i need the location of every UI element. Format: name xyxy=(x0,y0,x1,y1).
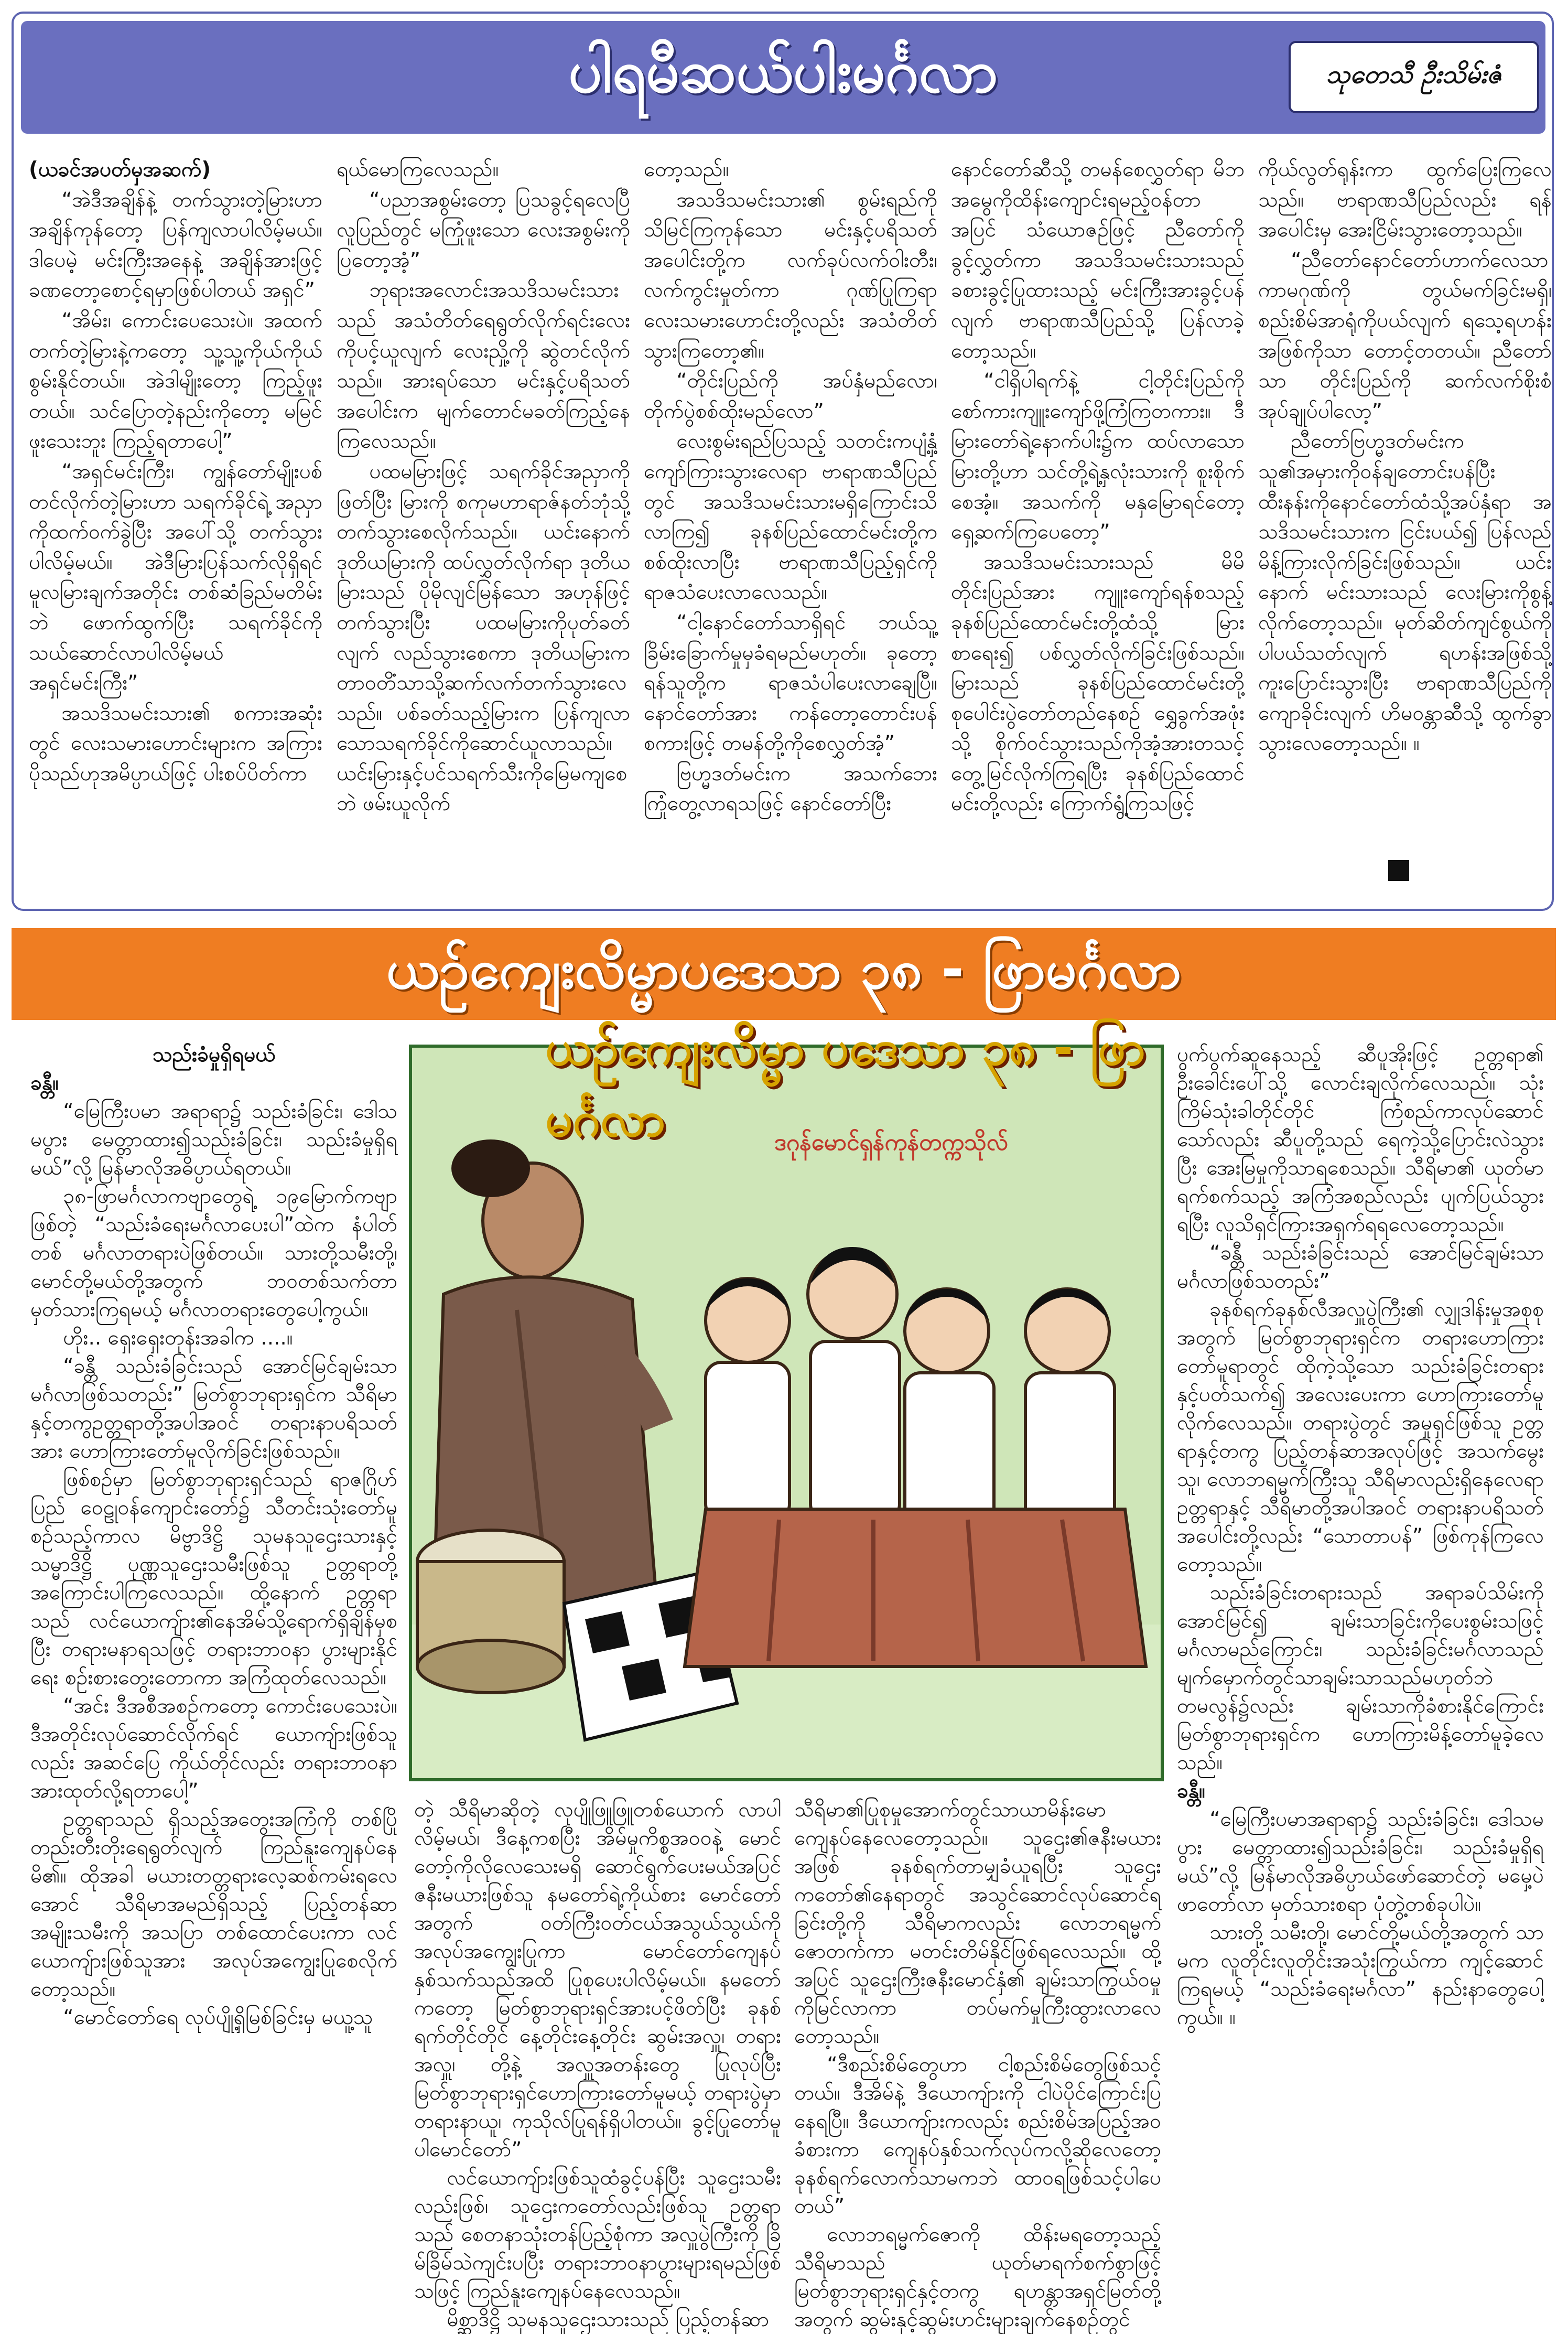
paragraph: အသဒိသမင်းသား၏ စွမ်းရည်ကိုသိမြင်ကြကုန်သော မင်းနှင့်ပရိသတ်အပေါင်းတို့က လက်ခုပ်လက်ဝါးတီး၊ လက်ကွင်းမှုတ်ကာ ဂုဏ်ပြုကြရာ လေးသမားဟောင်းတို့လည်း အသံတိတ်သွားကြတော့၏။ xyxy=(644,188,937,363)
paragraph: အသဒိသမင်းသားသည် မိမိတိုင်းပြည်အား ကျူးကျော်ရန်စသည့် ခုနစ်ပြည်ထောင်မင်းတို့ထံသို့ မြားစာရေး၍ ပစ်လွှတ်လိုက်ခြင်းဖြစ်သည်။ မြားသည် ခုနစ်ပြည်ထောင်မင်းတို့ စုပေါင်းပွဲတော်တည်နေစဉ် ရွှေခွက်အဖုံးသို့ စိုက်ဝင်သွားသည်ကိုအံ့အားတသင့်တွေ့မြင်လိုက်ကြရပြီး ခုနစ်ပြည်ထောင်မင်းတို့လည်း ကြောက်ရွံ့ကြသဖြင့် xyxy=(951,550,1245,816)
paragraph: တော့သည်။ xyxy=(644,158,729,181)
paragraph: ဘုရားအလောင်းအသဒိသမင်းသားသည် အသံတိတ်ရေရွတ်လိုက်ရင်းလေးကိုပင့်ယူလျက် လေးညှို့ကို ဆွဲတင်လိုက်သည်။ အားရပ်သော မင်းနှင့်ပရိသတ်အပေါင်းက မျက်တောင်မခတ်ကြည့်နေကြလေသည်။ xyxy=(337,278,630,454)
paragraph: လောဘရမ္မက်ဇောကို ထိန်းမရတော့သည့် သီရိမာသည် ယုတ်မာရက်စက်စွာဖြင့် မြတ်စွာဘုရားရှင်နှင့်တကွ ရဟန္တာအရှင်မြတ်တို့အတွက် ဆွမ်းနှင့်ဆွမ်းဟင်းများချက်နေစဉ်တွင် xyxy=(794,2223,1161,2331)
paragraph: သည်းခံခြင်းတရားသည် အရာခပ်သိမ်းကိုအောင်မြင်၍ ချမ်းသာခြင်းကိုပေးစွမ်းသဖြင့် မင်္ဂလာမည်ကြောင်း၊ သည်းခံခြင်းမင်္ဂလာသည် မျက်မှောက်တွင်သာချမ်းသာသည်မဟုတ်ဘဲ တမလွန်၌လည်း ချမ်းသာကိုခံစားနိုင်ကြောင်း မြတ်စွာဘုရားရှင်က ဟောကြားမိန့်တော်မူခဲ့လေသည်။ xyxy=(1177,1581,1544,1774)
paragraph: “မောင်တော်ရေ လုပ်ပျို့ရှိမြစ်ခြင်းမှ မယူ့သူ xyxy=(63,2006,373,2029)
paragraph: ကိုယ်လွတ်ရုန်းကာ ထွက်ပြေးကြလေသည်။ ဗာရာဏသီပြည်လည်း ရန်အပေါင်းမှ အေးငြိမ်းသွားတော့သည်။ xyxy=(1258,158,1552,242)
paragraph: နောင်တော်ဆီသို့ တမန်စေလွှတ်ရာ မိဘအမွေကိုထိန်းကျောင်းရမည့်ဝန်တာအပြင် သံယောဇဉ်ဖြင့် ညီတော်ကိုခွင့်လွှတ်ကာ အသဒိသမင်းသားသည် ခစားခွင့်ပြုထားသည့် မင်းကြီးအားခွင့်ပန်လျက် ဗာရာဏသီပြည်သို့ ပြန်လာခဲ့တော့သည်။ xyxy=(951,158,1245,363)
paragraph: “အင်း ဒီအစီအစဉ်ကတော့ ကောင်းပေသေးပဲ။ ဒီအတိုင်းလုပ်ဆောင်လိုက်ရင် ယောကျ်ားဖြစ်သူလည်း အဆင်ပြေ ကိုယ်တိုင်လည်း တရားဘာဝနာ အားထုတ်လို့ရတာပေါ့” xyxy=(30,1694,397,1803)
article2-column-mid-1 xyxy=(414,1796,781,2331)
paragraph: “မြေကြီးပမာ အရာရာ၌ သည်းခံခြင်း၊ ဒေါသမပွား မေတ္တာထား၍သည်းခံခြင်း၊ သည်းခံမှုရှိရမယ်”လို့ မြန်မာလိုအဓိပ္ပာယ်ရတယ်။ xyxy=(30,1100,397,1180)
paragraph: လင်ယောကျ်ားဖြစ်သူထံခွင့်ပန်ပြီး သူဌေးသမီးလည်းဖြစ်၊ သူဌေးကတော်လည်းဖြစ်သူ ဥတ္တရာသည် စေတနာသုံးတန်ပြည့်စုံကာ အလှူပွဲကြီးကို ခြိမ်ခြိမ်သဲကျင်းပပြီး တရားဘာဝနာပွားများရမည်ဖြစ်သဖြင့် ကြည်နူးကျေနပ်နေလေသည်။ xyxy=(414,2166,781,2303)
paragraph: ရယ်မောကြလေသည်။ xyxy=(337,158,499,181)
paragraph: (ယခင်အပတ်မှအဆက်) xyxy=(29,158,211,181)
paragraph: ညီတော်ဗြဟ္မဒတ်မင်းက သူ၏အမှားကိုဝန်ချတောင်းပန်ပြီး ထီးနန်းကိုနောင်တော်ထံသို့အပ်နှံရာ အသဒိသမင်းသားက ငြင်းပယ်၍ ပြန်လည်မိန့်ကြားလိုက်ခြင်းဖြစ်သည်။ ယင်းနောက် မင်းသားသည် လေးမြားကိုစွန့်လိုက်တော့သည်။ မုတ်ဆိတ်ကျင်စွယ်ကိုပါပယ်သတ်လျက် ရဟန်းအဖြစ်သို့ကူးပြောင်းသွားပြီး ဗာရာဏသီပြည်ကိုကျောခိုင်းလျက် ဟိမဝန္တာဆီသို့ ထွက်ခွာသွားလေတော့သည်။ ။ xyxy=(1258,429,1552,756)
paragraph: ခန္တီ။ xyxy=(30,1071,59,1095)
article1-column-2 xyxy=(337,155,630,902)
paragraph: ဥတ္တရာသည် ရှိသည့်အတွေးအကြံကို တစ်ပြိုတည်းတီးတိုးရေရွတ်လျက် ကြည်နူးကျေနပ်နေမိ၏။ ထိုအခါ မယားတတ္တရားလေ့ဆစ်ကမ်းရလေအောင် သီရိမာအမည်ရှိသည့် ပြည့်တန်ဆာအမျိုးသမီးကို အသပြာ တစ်ထောင်ပေးကာ လင်ယောကျ်ားဖြစ်သူအား အလုပ်အကျွေးပြုစေလိုက်တော့သည်။ xyxy=(30,1808,397,2001)
paragraph: လေးစွမ်းရည်ပြသည့် သတင်းကပျံ့နှံ့ကျော်ကြားသွားလေရာ ဗာရာဏသီပြည်တွင် အသဒိသမင်းသားမရှိကြောင်းသိလာကြ၍ ခုနစ်ပြည်ထောင်မင်းတို့က စစ်ထိုးလာပြီး ဗာရာဏသီပြည့်ရှင်ကို ရာဇသံပေးလာလေသည်။ xyxy=(644,429,937,605)
article1-column-1 xyxy=(29,155,322,902)
paragraph: ဗြဟ္မဒတ်မင်းက အသက်ဘေးကြုံတွေ့လာရသဖြင့် နောင်တော်ပြီး xyxy=(644,761,937,816)
paragraph: သီရိမာ၏ပြုစုမှုအောက်တွင်သာယာမိန်းမောကျေနပ်နေလေတော့သည်။ သူဌေး၏ဇနီးမယားအဖြစ် ခုနစ်ရက်တာမျှခံယူရပြီး သူဌေးကတော်၏နေရာတွင် အသွင်ဆောင်လုပ်ဆောင်ရခြင်းတို့ကို သီရိမာကလည်း လောဘရမ္မက်ဇောတက်ကာ မတင်းတိမ်နိုင်ဖြစ်ရလေသည်။ ထို့အပြင် သူဌေးကြီးဇနီးမောင်နှံ၏ ချမ်းသာကြွယ်ဝမှုကိုမြင်လာကာ တပ်မက်မှုကြီးထွားလာလေတော့သည်။ xyxy=(794,1798,1161,2048)
paragraph: ခုနစ်ရက်ခုနစ်လီအလှူပွဲကြီး၏ လျှုဒါန်းမှုအစုစုအတွက် မြတ်စွာဘုရားရှင်က တရားဟောကြားတော်မူရာတွင် ထိုကဲ့သို့သော သည်းခံခြင်းတရားနှင့်ပတ်သက်၍ အလေးပေးကာ ဟောကြားတော်မူလိုက်လေသည်။ တရားပွဲတွင် အမှုရှင်ဖြစ်သူ ဥတ္တရာနှင့်တကွ ပြည့်တန်ဆာအလုပ်ဖြင့် အသက်မွေးသူ၊ လောဘရမ္မက်ကြီးသူ သီရိမာလည်းရှိနေလေရာ ဥတ္တရာနှင့် သီရိမာတို့အပါအဝင် တရားနာပရိသတ်အပေါင်းတို့လည်း “သောတာပန်” ဖြစ်ကုန်ကြလေတော့သည်။ xyxy=(1177,1298,1544,1576)
article1-title: ပါရမီဆယ်ပါးမင်္ဂလာ xyxy=(568,38,998,106)
paragraph: ဖြစ်စဉ်မှာ မြတ်စွာဘုရားရှင်သည် ရာဇဂြိုဟ်ပြည် ဝေဠုဝန်ကျောင်းတော်၌ သီတင်းသုံးတော်မူစဉ်သည့်ကာလ မိဗ္ဗာဒိဋ္ဌိ သုမနသူဌေးသားနှင့် သမ္မာဒိဋ္ဌိ ပုဏ္ဏသူဌေးသမီးဖြစ်သူ ဥတ္တရာတို့ အကြောင်းပါကြလေသည်။ ထို့နောက် ဥတ္တရာသည် လင်ယောကျ်ား၏နေအိမ်သို့ရောက်ရှိချိန်မှစပြီး တရားမနာရသဖြင့် တရားဘာဝနာ ပွားများနိုင်ရေး စဉ်းစားတွေးတောကာ အကြံထုတ်လေသည်။ xyxy=(30,1468,397,1690)
article1-column-3 xyxy=(644,155,937,902)
paragraph: “ပညာအစွမ်းတော့ ပြသခွင့်ရလေပြီ လူပြည်တွင် မကြုံဖူးသော လေးအစွမ်းကိုပြတော့အံ့” xyxy=(337,188,630,272)
illustration-credit: ဒဂုန်မောင်ရှန်ကုန်တက္ကသိုလ် xyxy=(774,1129,1008,1156)
paragraph: တဲ့ သီရိမာဆိုတဲ့ လုပျိုဖြူဖြူတစ်ယောက် လာပါလိမ့်မယ်၊ ဒီနေ့ကစပြီး အိမ်မှုကိစ္စအဝဝနဲ့ မောင်တော့်ကိုလိုလေသေးမရှိ ဆောင်ရွက်ပေးမယ်အပြင် ဇနီးမယားဖြစ်သူ နမတော်ရဲ့ကိုယ်စား မောင်တော်အတွက် ဝတ်ကြီးဝတ်ငယ်အသွယ်သွယ်ကို အလုပ်အကျွေးပြုကာ မောင်တော်ကျေနပ်နှစ်သက်သည်အထိ ပြုစုပေးပါလိမ့်မယ်။ နမတော်ကတော့ မြတ်စွာဘုရားရှင်အားပင့်ဖိတ်ပြီး ခုနစ်ရက်တိုင်တိုင် နေ့တိုင်းနေ့တိုင်း ဆွမ်းအလှူ၊ တရားအလှူ၊ တို့နဲ့ အလှူအတန်းတွေ ပြုလုပ်ပြီး မြတ်စွာဘုရားရှင်ဟောကြားတော်မူမယ့် တရားပွဲမှာ တရားနာယူ၊ ကုသိုလ်ပြုရန်ရှိပါတယ်။ ခွင့်ပြုတော်မူပါမောင်တော်” xyxy=(414,1798,781,2161)
lacquer-box xyxy=(417,1530,564,1693)
paragraph: ၃၈-ဖြာမင်္ဂလာကဗျာတွေရဲ့ ၁၉မြောက်ကဗျာဖြစ်တဲ့ “သည်းခံရေးမင်္ဂလာပေးပါ”ထဲက နံပါတ်တစ် မင်္ဂလာတရားပဲဖြစ်တယ်။ သားတို့သမီးတို့၊ မောင်တို့မယ်တို့အတွက် ဘဝတစ်သက်တာ မှတ်သားကြရမယ့် မင်္ဂလာတရားတွေပေါ့ကွယ်။ xyxy=(30,1185,397,1321)
paragraph: “တိုင်းပြည်ကို အပ်နှံမည်လော၊ တိုက်ပွဲစစ်ထိုးမည်လော” xyxy=(644,369,937,423)
end-mark-icon xyxy=(1388,860,1409,881)
paragraph: ဟိုး.. ရှေးရှေးတုန်းအခါက ....။ xyxy=(63,1326,293,1350)
paragraph: “အိမ်း၊ ကောင်းပေသေးပဲ။ အထက်တက်တဲ့မြားနဲ့ကတော့ သူ့သူ့ကိုယ်ကိုယ် စွမ်းနိုင်တယ်။ အဲဒါမျိုးတော့ ကြည့်ဖူးတယ်။ သင်ပြောတဲ့နည်းကိုတော့ မမြင်ဖူးသေးဘူး ကြည့်ရတာပေါ့” xyxy=(29,308,322,454)
paragraph: “အရှင်မင်းကြီး၊ ကျွန်တော်မျိုးပစ်တင်လိုက်တဲ့မြားဟာ သရက်ခိုင်ရဲ့ အညှာကိုထက်ဝက်ခွဲပြီး အပေါ်သို့ တက်သွားပါလိမ့်မယ်။ အဲဒီမြားပြန်သက်လိုရှိရင် မူလမြားချက်အတိုင်း တစ်ဆံခြည်မတိမ်းဘဲ ဖောက်ထွက်ပြီး သရက်ခိုင်ကို သယ်ဆောင်လာပါလိမ့်မယ် အရှင်မင်းကြီး” xyxy=(29,459,322,695)
article1-column-5 xyxy=(1258,155,1552,902)
subheading: သည်းခံမှုရှိရမယ် xyxy=(152,1043,276,1067)
article2-title: ယဉ်ကျေးလိမ္မာပဒေသာ ၃၈ - ဖြာမင်္ဂလာ xyxy=(12,928,1556,1020)
paragraph: သားတို့ သမီးတို့၊ မောင်တို့မယ်တို့အတွက် သာမက လူတိုင်းလူတိုင်းအသုံးကြွယ်ကာ ကျင့်ဆောင်ကြရမယ့် “သည်းခံရေးမင်္ဂလာ” နည်းနာတွေပေါ့ကွယ်။ ။ xyxy=(1177,1921,1544,2029)
paragraph: “ဒီစည်းစိမ်တွေဟာ ငါ့စည်းစိမ်တွေဖြစ်သင့်တယ်။ ဒီအိမ်နဲ့ ဒီယောကျ်ားကို ငါပဲပိုင်ကြောင်းပြနေရပြီ။ ဒီယောကျ်ားကလည်း စည်းစိမ်အပြည့်အဝ ခံစားကာ ကျေနပ်နှစ်သက်လုပ်ကလို့ဆိုလေတော့ ခုနစ်ရက်လောက်သာမကဘဲ ထာဝရဖြစ်သင့်ပါပေတယ်” xyxy=(794,2053,1161,2218)
paragraph: “ညီတော်နောင်တော်ဟာက်လေသာကာမဂုဏ်ကို တွယ်မက်ခြင်းမရှိ၊ စည်းစိမ်အာရုံကိုပယ်လျက် ရသေ့ရဟန်းအဖြစ်ကိုသာ တောင့်တတယ်။ ညီတော်သာ တိုင်းပြည်ကို ဆက်လက်စိုးစံအုပ်ချုပ်ပါလော့” xyxy=(1258,248,1552,423)
paragraph: “မြေကြီးပမာအရာရာ၌ သည်းခံခြင်း၊ ဒေါသမပွား မေတ္တာထား၍သည်းခံခြင်း၊ သည်းခံမှုရှိရမယ်”လို့ မြန်မာလိုအဓိပ္ပာယ်ဖော်ဆောင်တဲ့ မမှေ့ပဲဖာတော်လာ မှတ်သားစရာ ပုံတွဲ့တစ်ခုပါပဲ။ xyxy=(1177,1808,1544,1916)
article1-column-4 xyxy=(951,155,1245,902)
article2-column-right xyxy=(1177,1041,1544,2174)
children-group xyxy=(685,1247,1146,1666)
paragraph: မိစ္ဆာဒိဋ္ဌိ သုမနသူဌေးသားသည် ပြည့်တန်ဆာ xyxy=(447,2308,769,2331)
paragraph: “ခန္တီ သည်းခံခြင်းသည် အောင်မြင်ချမ်းသာမင်္ဂလာဖြစ်သတည်း” xyxy=(1177,1241,1544,1293)
paragraph: “ငါရှိပါရက်နဲ့ ငါ့တိုင်းပြည်ကို စော်ကားကျူးကျော်ဖို့ကြံကြတကား။ ဒီမြားတော်ရဲ့နောက်ပါး၌က ထပ်လာသောမြားတို့ဟာ သင်တို့ရဲ့နှလုံးသားကို စူးစိုက်စေအံ့။ အသက်ကို မနှမြောရင်တော့ ရှေ့ဆက်ကြပေတော့” xyxy=(951,369,1245,544)
paragraph: အသဒိသမင်းသား၏ စကားအဆုံးတွင် လေးသမားဟောင်းများက အကြားပိုသည်ဟုအမိပ္ပာယ်ဖြင့် ပါးစပ်ပိတ်ကာ xyxy=(29,701,322,786)
article2-column-left xyxy=(30,1041,397,2174)
paragraph: “ငါ့နောင်တော်သာရှိရင် ဘယ်သူ့ခြိမ်းခြောက်မှုမှခံရမည်မဟုတ်။ ခုတော့ ရန်သူတို့က ရာဇသံပါပေးလာချေပြီ။ နောင်တော်အား ကန်တော့တောင်းပန်စကားဖြင့် တမန်တို့ကိုစေလွှတ်အံ့” xyxy=(644,610,937,756)
paragraph: “အဲဒီအချိန်နဲ့ တက်သွားတဲ့မြားဟာ အချိန်ကုန်တော့ ပြန်ကျလာပါလိမ့်မယ်။ ဒါပေမဲ့ မင်းကြီးအနေနဲ့ အချိန်အားဖြင့် ခဏတော့စောင့်ရမှာဖြစ်ပါတယ် အရှင်” xyxy=(29,188,322,303)
article2-column-mid-2 xyxy=(794,1796,1161,2331)
paragraph: ခန္တီ။ xyxy=(1177,1779,1205,1803)
illustration-title: ယဉ်ကျေးလိမ္မာ ပဒေသာ ၃၈ - ဖြာ မင်္ဂလာ xyxy=(545,1020,1145,1147)
paragraph: ပွက်ပွက်ဆူနေသည့် ဆီပူအိုးဖြင့် ဥတ္တရာ၏ ဦးခေါင်းပေါ်သို့ လောင်းချလိုက်လေသည်။ သုံးကြိမ်သုံးခါတိုင်တိုင် ကြံစည်ကာလုပ်ဆောင်သော်လည်း ဆီပူတို့သည် ရေကဲ့သို့ပြောင်းလဲသွားပြီး အေးမြမှုကိုသာရစေသည်။ သီရိမာ၏ ယုတ်မာရက်စက်သည့် အကြံအစည်လည်း ပျက်ပြယ်သွားရပြီး လူသိရှင်ကြားအရှက်ရရလေတော့သည်။ xyxy=(1177,1043,1544,1236)
article1-byline: သုတေသီ ဦးသိမ်းဇံ xyxy=(1289,41,1539,113)
paragraph: ပထမမြားဖြင့် သရက်ခိုင်အညှာကိုဖြတ်ပြီး မြားကို စကုမဟာရာဇ်နတ်ဘုံသို့ တက်သွားစေလိုက်သည်။ ယင်းနောက်ဒုတိယမြားကို ထပ်လွှတ်လိုက်ရာ ဒုတိယမြားသည် ပိုမိုလျင်မြန်သော အဟုန်ဖြင့်တက်သွားပြီး ပထမမြားကိုပုတ်ခတ်လျက် လည်သွားစေကာ ဒုတိယမြားက တာဝတိံသာသို့ဆက်လက်တက်သွားလေသည်။ ပစ်ခတ်သည့်မြားက ပြန်ကျလာသောသရက်ခိုင်ကိုဆောင်ယူလာသည်။ ယင်းမြားနှင့်ပင်သရက်သီးကိုမြေမကျစေဘဲ ဖမ်းယူလိုက် xyxy=(337,459,630,816)
paragraph: “ခန္တီ သည်းခံခြင်းသည် အောင်မြင်ချမ်းသာမင်္ဂလာဖြစ်သတည်း” မြတ်စွာဘုရားရှင်က သီရိမာနှင့်တကွဥတ္တရာတို့အပါအဝင် တရားနာပရိသတ်အား ဟောကြားတော်မူလိုက်ခြင်းဖြစ်သည်။ xyxy=(30,1354,397,1463)
